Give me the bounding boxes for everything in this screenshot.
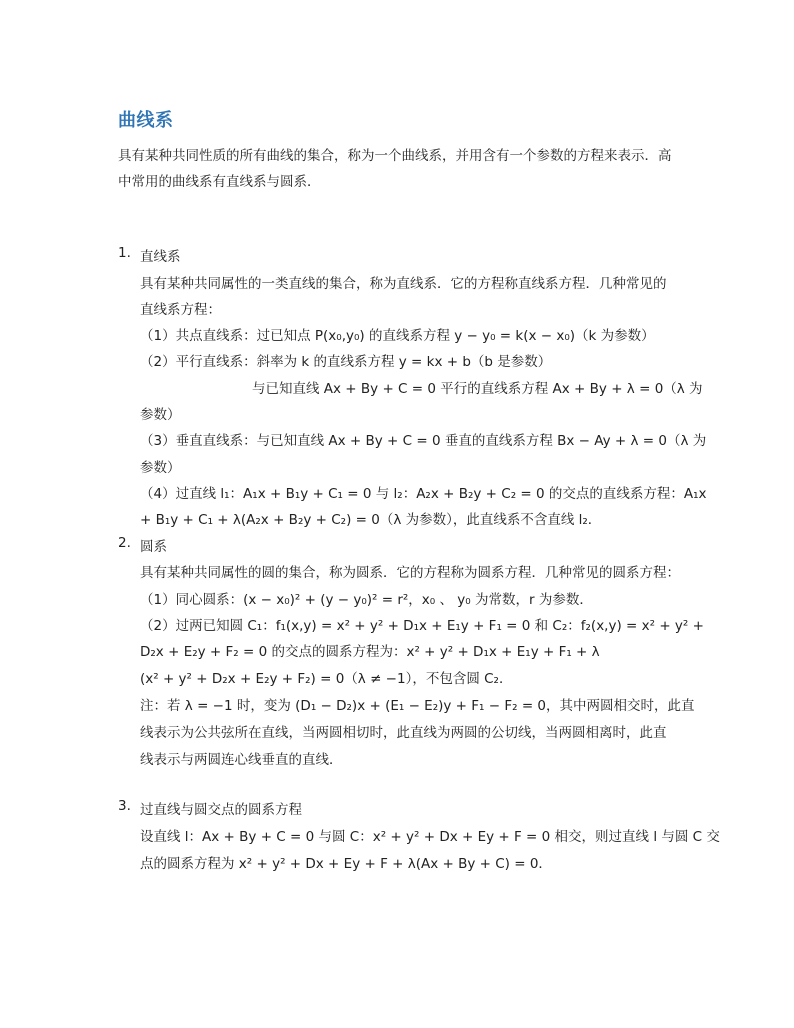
intro-line-2: 中常用的曲线系有直线系与圆系． bbox=[118, 174, 321, 190]
section-2-note-line: 线表示与两圆连心线垂直的直线． bbox=[140, 752, 343, 768]
section-1-line: 与已知直线 Ax + By + C = 0 平行的直线系方程 Ax + By + λ = 0（λ 为 bbox=[252, 381, 703, 397]
section-1-line: 参数） bbox=[140, 407, 181, 423]
section-1-number: 1. bbox=[118, 245, 131, 261]
section-2-line: （2）过两已知圆 C₁：f₁(x,y) = x² + y² + D₁x + E₁y + F₁ = 0 和 C₂：f₂(x,y) = x² + y² + bbox=[140, 618, 704, 634]
section-2-number: 2. bbox=[118, 535, 131, 551]
section-1-line: （4）过直线 l₁：A₁x + B₁y + C₁ = 0 与 l₂：A₂x + B₂y + C₂ = 0 的交点的直线系方程：A₁x bbox=[140, 486, 707, 502]
section-2-note-line: 线表示为公共弦所在直线，当两圆相切时，此直线为两圆的公切线，当两圆相离时，此直 bbox=[140, 725, 667, 741]
page-title: 曲线系 bbox=[118, 110, 174, 131]
section-3-number: 3. bbox=[118, 798, 131, 814]
section-1-title: 直线系 bbox=[140, 249, 181, 265]
section-3-line: 点的圆系方程为 x² + y² + Dx + Ey + F + λ(Ax + By + C) = 0． bbox=[140, 856, 552, 872]
section-2-line: D₂x + E₂y + F₂ = 0 的交点的圆系方程为：x² + y² + D₁x + E₁y + F₁ + λ bbox=[140, 644, 600, 660]
intro-line-1: 具有某种共同性质的所有曲线的集合，称为一个曲线系，并用含有一个参数的方程来表示．高 bbox=[118, 148, 672, 164]
section-2-title: 圆系 bbox=[140, 539, 167, 555]
section-3-title: 过直线与圆交点的圆系方程 bbox=[140, 802, 302, 818]
section-2-line: （1）同心圆系：(x − x₀)² + (y − y₀)² = r²，x₀ 、 y₀ 为常数，r 为参数． bbox=[140, 592, 593, 608]
section-1-line: + B₁y + C₁ + λ(A₂x + B₂y + C₂) = 0（λ 为参数），此直线系不含直线 l₂． bbox=[140, 512, 602, 528]
section-2-note-line: 注：若 λ = −1 时，变为 (D₁ − D₂)x + (E₁ − E₂)y + F₁ − F₂ = 0，其中两圆相交时，此直 bbox=[140, 698, 695, 714]
section-1-line: 具有某种共同属性的一类直线的集合，称为直线系．它的方程称直线系方程．几种常见的 bbox=[140, 276, 667, 292]
section-2-line: (x² + y² + D₂x + E₂y + F₂) = 0（λ ≠ −1），不包含圆 C₂． bbox=[140, 671, 513, 687]
section-1-line: 参数） bbox=[140, 460, 181, 476]
section-1-line: （1）共点直线系：过已知点 P(x₀,y₀) 的直线系方程 y − y₀ = k(x − x₀)（k 为参数） bbox=[140, 328, 655, 344]
section-3-line: 设直线 l：Ax + By + C = 0 与圆 C：x² + y² + Dx + Ey + F = 0 相交，则过直线 l 与圆 C 交 bbox=[140, 829, 720, 845]
section-2-line: 具有某种共同属性的圆的集合，称为圆系．它的方程称为圆系方程．几种常见的圆系方程： bbox=[140, 565, 680, 581]
section-1-line: （2）平行直线系：斜率为 k 的直线系方程 y = kx + b（b 是参数） bbox=[140, 354, 552, 370]
section-1-line: （3）垂直直线系：与已知直线 Ax + By + C = 0 垂直的直线系方程 Bx − Ay + λ = 0（λ 为 bbox=[140, 433, 707, 449]
section-1-line: 直线系方程： bbox=[140, 302, 221, 318]
